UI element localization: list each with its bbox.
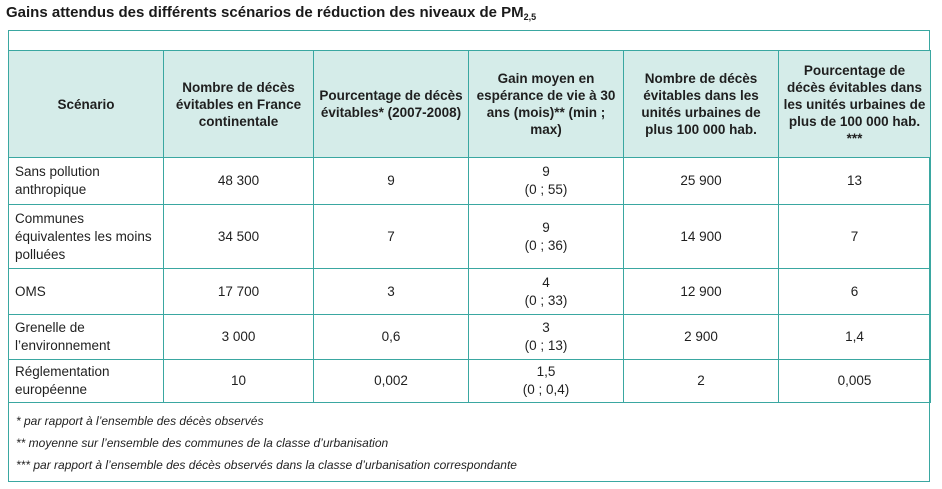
footnote-2: ** moyenne sur l’ensemble des communes de la classe d’urbanisation [16, 436, 389, 450]
header-deces: Nombre de décès évitables en France continentale [164, 51, 314, 158]
cell-pct-urbain: 1,4 [779, 315, 931, 360]
cell-deces: 3 000 [164, 315, 314, 360]
cell-deces: 17 700 [164, 269, 314, 315]
cell-gain [469, 269, 624, 315]
cell-gain [469, 360, 624, 403]
cell-scenario: OMS [9, 269, 164, 315]
cell-pct: 7 [314, 205, 469, 269]
cell-pct-urbain: 6 [779, 269, 931, 315]
header-deces-urbain: Nombre de décès évitables dans les unités urbaines de plus 100 000 hab. [624, 51, 779, 158]
cell-scenario: Sans pollution anthropique [9, 158, 164, 205]
table-title [6, 4, 536, 22]
cell-scenario: Grenelle de l’environnement [9, 315, 164, 360]
cell-deces-urbain: 2 [624, 360, 779, 403]
table-row [9, 315, 931, 360]
footnote-1: * par rapport à l’ensemble des décès observés [16, 414, 264, 428]
cell-deces: 34 500 [164, 205, 314, 269]
gain-range: (0 ; 36) [524, 237, 568, 253]
table-row [9, 158, 931, 205]
title-text: Gains attendus des différents scénarios de réduction des niveaux de PM [6, 4, 524, 21]
header-pct-urbain: Pourcentage de décès évitables dans les unités urbaines de plus de 100 000 hab. *** [779, 51, 931, 158]
cell-pct: 9 [314, 158, 469, 205]
cell-scenario: Communes équivalentes les moins polluées [9, 205, 164, 269]
table-row [9, 269, 931, 315]
cell-scenario: Réglementation européenne [9, 360, 164, 403]
cell-deces-urbain: 2 900 [624, 315, 779, 360]
cell-gain [469, 315, 624, 360]
gain-range: (0 ; 55) [524, 182, 568, 197]
header-pct: Pourcentage de décès évitables* (2007-2008) [314, 51, 469, 158]
footnotes [16, 410, 517, 476]
gain-value: 3 [542, 320, 550, 335]
cell-gain [469, 205, 624, 269]
table-row [9, 360, 931, 403]
header-gain: Gain moyen en espérance de vie à 30 ans (mois)** (min ; max) [469, 51, 624, 158]
cell-deces-urbain: 12 900 [624, 269, 779, 315]
gain-range: (0 ; 13) [524, 338, 568, 353]
table-row [9, 205, 931, 269]
header-row [9, 51, 931, 158]
scenarios-table [8, 50, 931, 403]
cell-pct: 3 [314, 269, 469, 315]
gain-value: 4 [542, 274, 550, 290]
cell-pct: 0,6 [314, 315, 469, 360]
gain-range: (0 ; 33) [524, 292, 568, 308]
cell-gain [469, 158, 624, 205]
cell-pct-urbain: 13 [779, 158, 931, 205]
gain-range: (0 ; 0,4) [522, 382, 570, 397]
cell-pct-urbain: 0,005 [779, 360, 931, 403]
footnote-3: *** par rapport à l’ensemble des décès observés dans la classe d’urbanisation correspondante [16, 458, 517, 472]
cell-deces-urbain: 25 900 [624, 158, 779, 205]
gain-value: 9 [542, 219, 550, 235]
cell-pct-urbain: 7 [779, 205, 931, 269]
cell-deces-urbain: 14 900 [624, 205, 779, 269]
cell-deces: 48 300 [164, 158, 314, 205]
gain-value: 9 [542, 164, 550, 179]
cell-pct: 0,002 [314, 360, 469, 403]
cell-deces: 10 [164, 360, 314, 403]
gain-value: 1,5 [536, 364, 556, 379]
header-scenario: Scénario [9, 51, 164, 158]
title-subscript: 2,5 [523, 12, 537, 22]
